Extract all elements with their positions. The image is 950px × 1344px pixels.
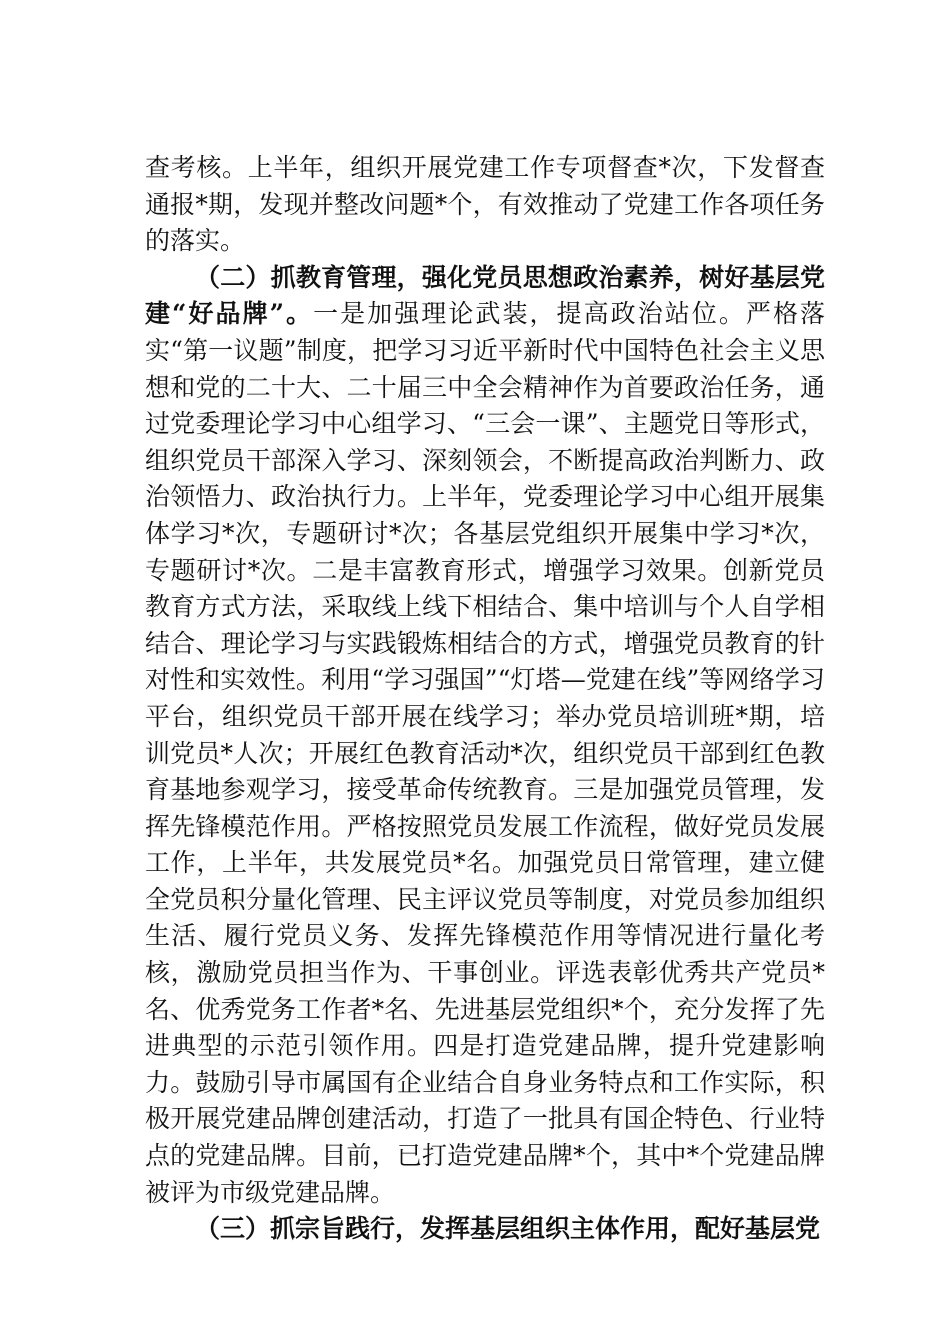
paragraph-text: 一是加强理论武装，提高政治站位。严格落实“第一议题”制度，把学习习近平新时代中国特色社会主义思想和党的二十大、二十届三中全会精神作为首要政治任务，通过党委理论学习中心组学习、“三会一课”、主题党日等形式，组织党员干部深入学习、深刻领会，不断提高政治判断力、政治领悟力、政治执行力。上半年，党委理论学习中心组开展集体学习*次，专题研讨*次；各基层党组织开展集中学习*次，专题研讨*次。二是丰富教育形式，增强学习效果。创新党员教育方式方法，采取线上线下相结合、集中培训与个人自学相结合、理论学习与实践锻炼相结合的方式，增强党员教育的针对性和实效性。利用“学习强国”“灯塔—党建在线”等网络学习平台，组织党员干部开展在线学习；举办党员培训班*期，培训党员*人次；开展红色教育活动*次，组织党员干部到红色教育基地参观学习，接受革命传统教育。三是加强党员管理，发挥先锋模范作用。严格按照党员发展工作流程，做好党员发展工作，上半年，共发展党员*名。加强党员日常管理，建立健全党员积分量化管理、民主评议党员等制度，对党员参加组织生活、履行党员义务、发挥先锋模范作用等情况进行量化考核，激励党员担当作为、干事创业。评选表彰优秀共产党员*名、优秀党务工作者*名、先进基层党组织*个，充分发挥了先进典型的示范引领作用。四是打造党建品牌，提升党建影响力。鼓励引导市属国有企业结合自身业务特点和工作实际，积极开展党建品牌创建活动，打造了一批具有国企特色、行业特点的党建品牌。目前，已打造党建品牌*个，其中*个党建品牌被评为市级党建品牌。 xyxy=(145,299,825,1207)
document-body xyxy=(145,150,825,1248)
paragraph-text: 查考核。上半年，组织开展党建工作专项督查*次，下发督查通报*期，发现并整改问题*个，有效推动了党建工作各项任务的落实。 xyxy=(145,153,825,256)
paragraph-section-three xyxy=(145,1211,825,1248)
section-heading: （三）抓宗旨践行，发挥基层组织主体作用，配好基层党 xyxy=(195,1214,821,1244)
paragraph-section-two xyxy=(145,260,825,1211)
section-heading: （二）抓教育管理，强化党员思想政治素养，树好基层党建“好品牌”。 xyxy=(145,262,825,329)
paragraph-continuation xyxy=(145,150,825,260)
